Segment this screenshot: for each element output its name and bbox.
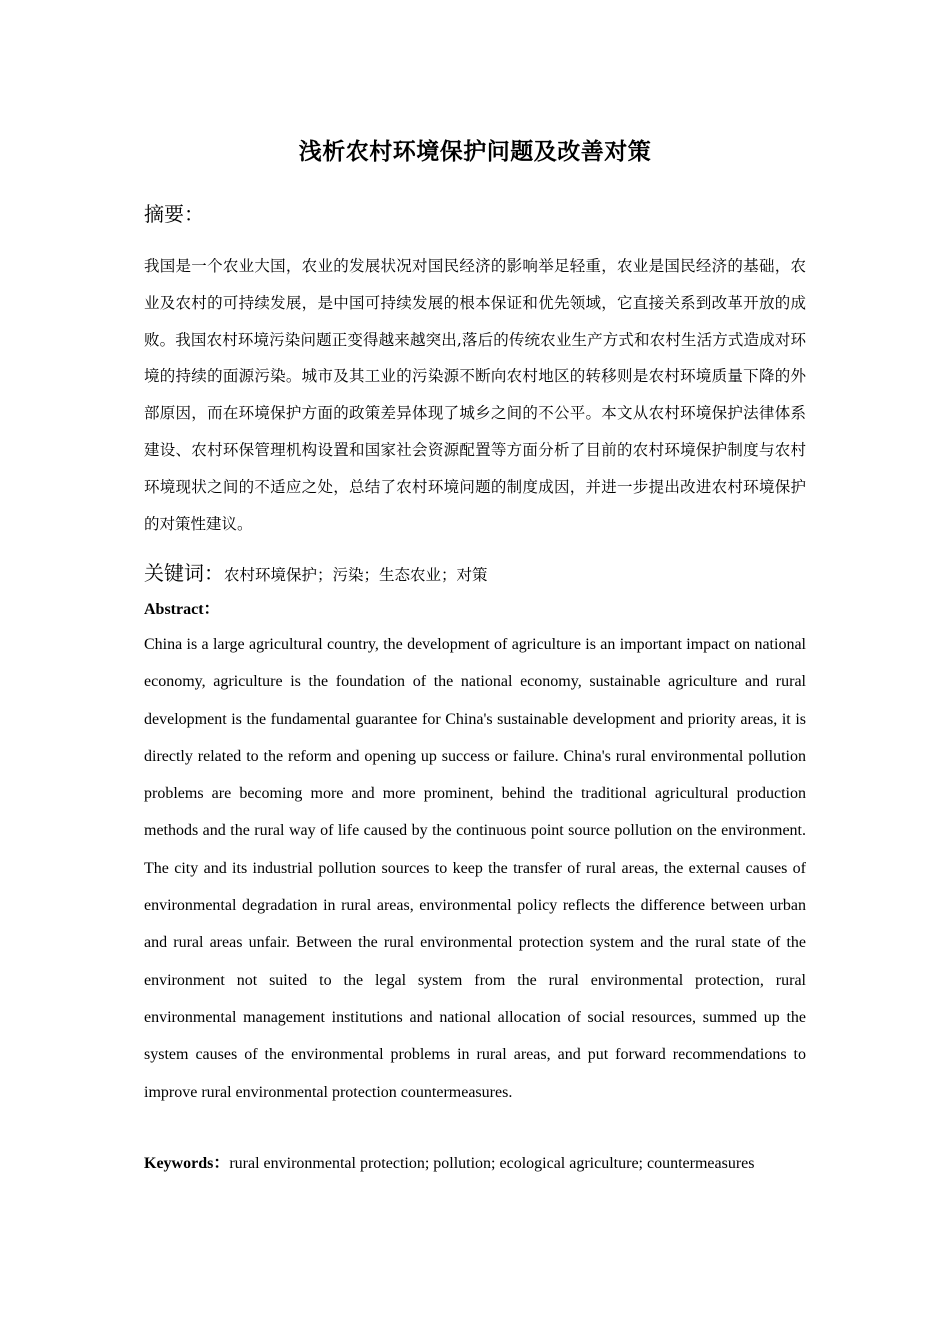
keywords-zh — [144, 557, 806, 591]
keywords-en — [144, 1152, 824, 1176]
abstract-en-heading: Abstract： — [144, 601, 220, 618]
abstract-en-body: China is a large agricultural country, the development of agriculture is an important impact on national economy, agriculture is the foundation of the national economy, sustainable agriculture and rural development is the fundamental guarantee for China's sustainable development and priority areas, it is directly related to the reform and opening up success or failure. China's rural environmental pollution problems are becoming more and more prominent, behind the traditional agricultural production methods and the rural way of life caused by the continuous point source pollution on the environment. The city and its industrial pollution sources to keep the transfer of rural areas, the external causes of environmental degradation in rural areas, environmental policy reflects the difference between urban and rural areas unfair. Between the rural environmental protection system and the rural state of the environment not suited to the legal system from the rural environmental protection, rural environmental management institutions and national allocation of social resources, summed up the system causes of the environmental problems in rural areas, and put forward recommendations to improve rural environmental protection countermeasures. — [144, 636, 806, 1101]
abstract-zh-heading: 摘要： — [144, 202, 204, 226]
keywords-en-text: rural environmental protection; pollution; ecological agriculture; countermeasures — [229, 1155, 755, 1172]
keywords-zh-text: 农村环境保护；污染；生态农业；对策 — [224, 566, 488, 584]
abstract-zh-body: 我国是一个农业大国，农业的发展状况对国民经济的影响举足轻重，农业是国民经济的基础，农业及农村的可持续发展，是中国可持续发展的根本保证和优先领域，它直接关系到改革开放的成败。我国农村环境污染问题正变得越来越突出,落后的传统农业生产方式和农村生活方式造成对环境的持续的面源污染。城市及其工业的污染源不断向农村地区的转移则是农村环境质量下降的外部原因，而在环境保护方面的政策差异体现了城乡之间的不公平。本文从农村环境保护法律体系建设、农村环保管理机构设置和国家社会资源配置等方面分析了目前的农村环境保护制度与农村环境现状之间的不适应之处，总结了农村环境问题的制度成因，并进一步提出改进农村环境保护的对策性建议。 — [144, 257, 806, 533]
keywords-en-label: Keywords： — [144, 1155, 230, 1172]
keywords-zh-label: 关键词： — [144, 561, 224, 585]
document-title: 浅析农村环境保护问题及改善对策 — [298, 139, 652, 165]
